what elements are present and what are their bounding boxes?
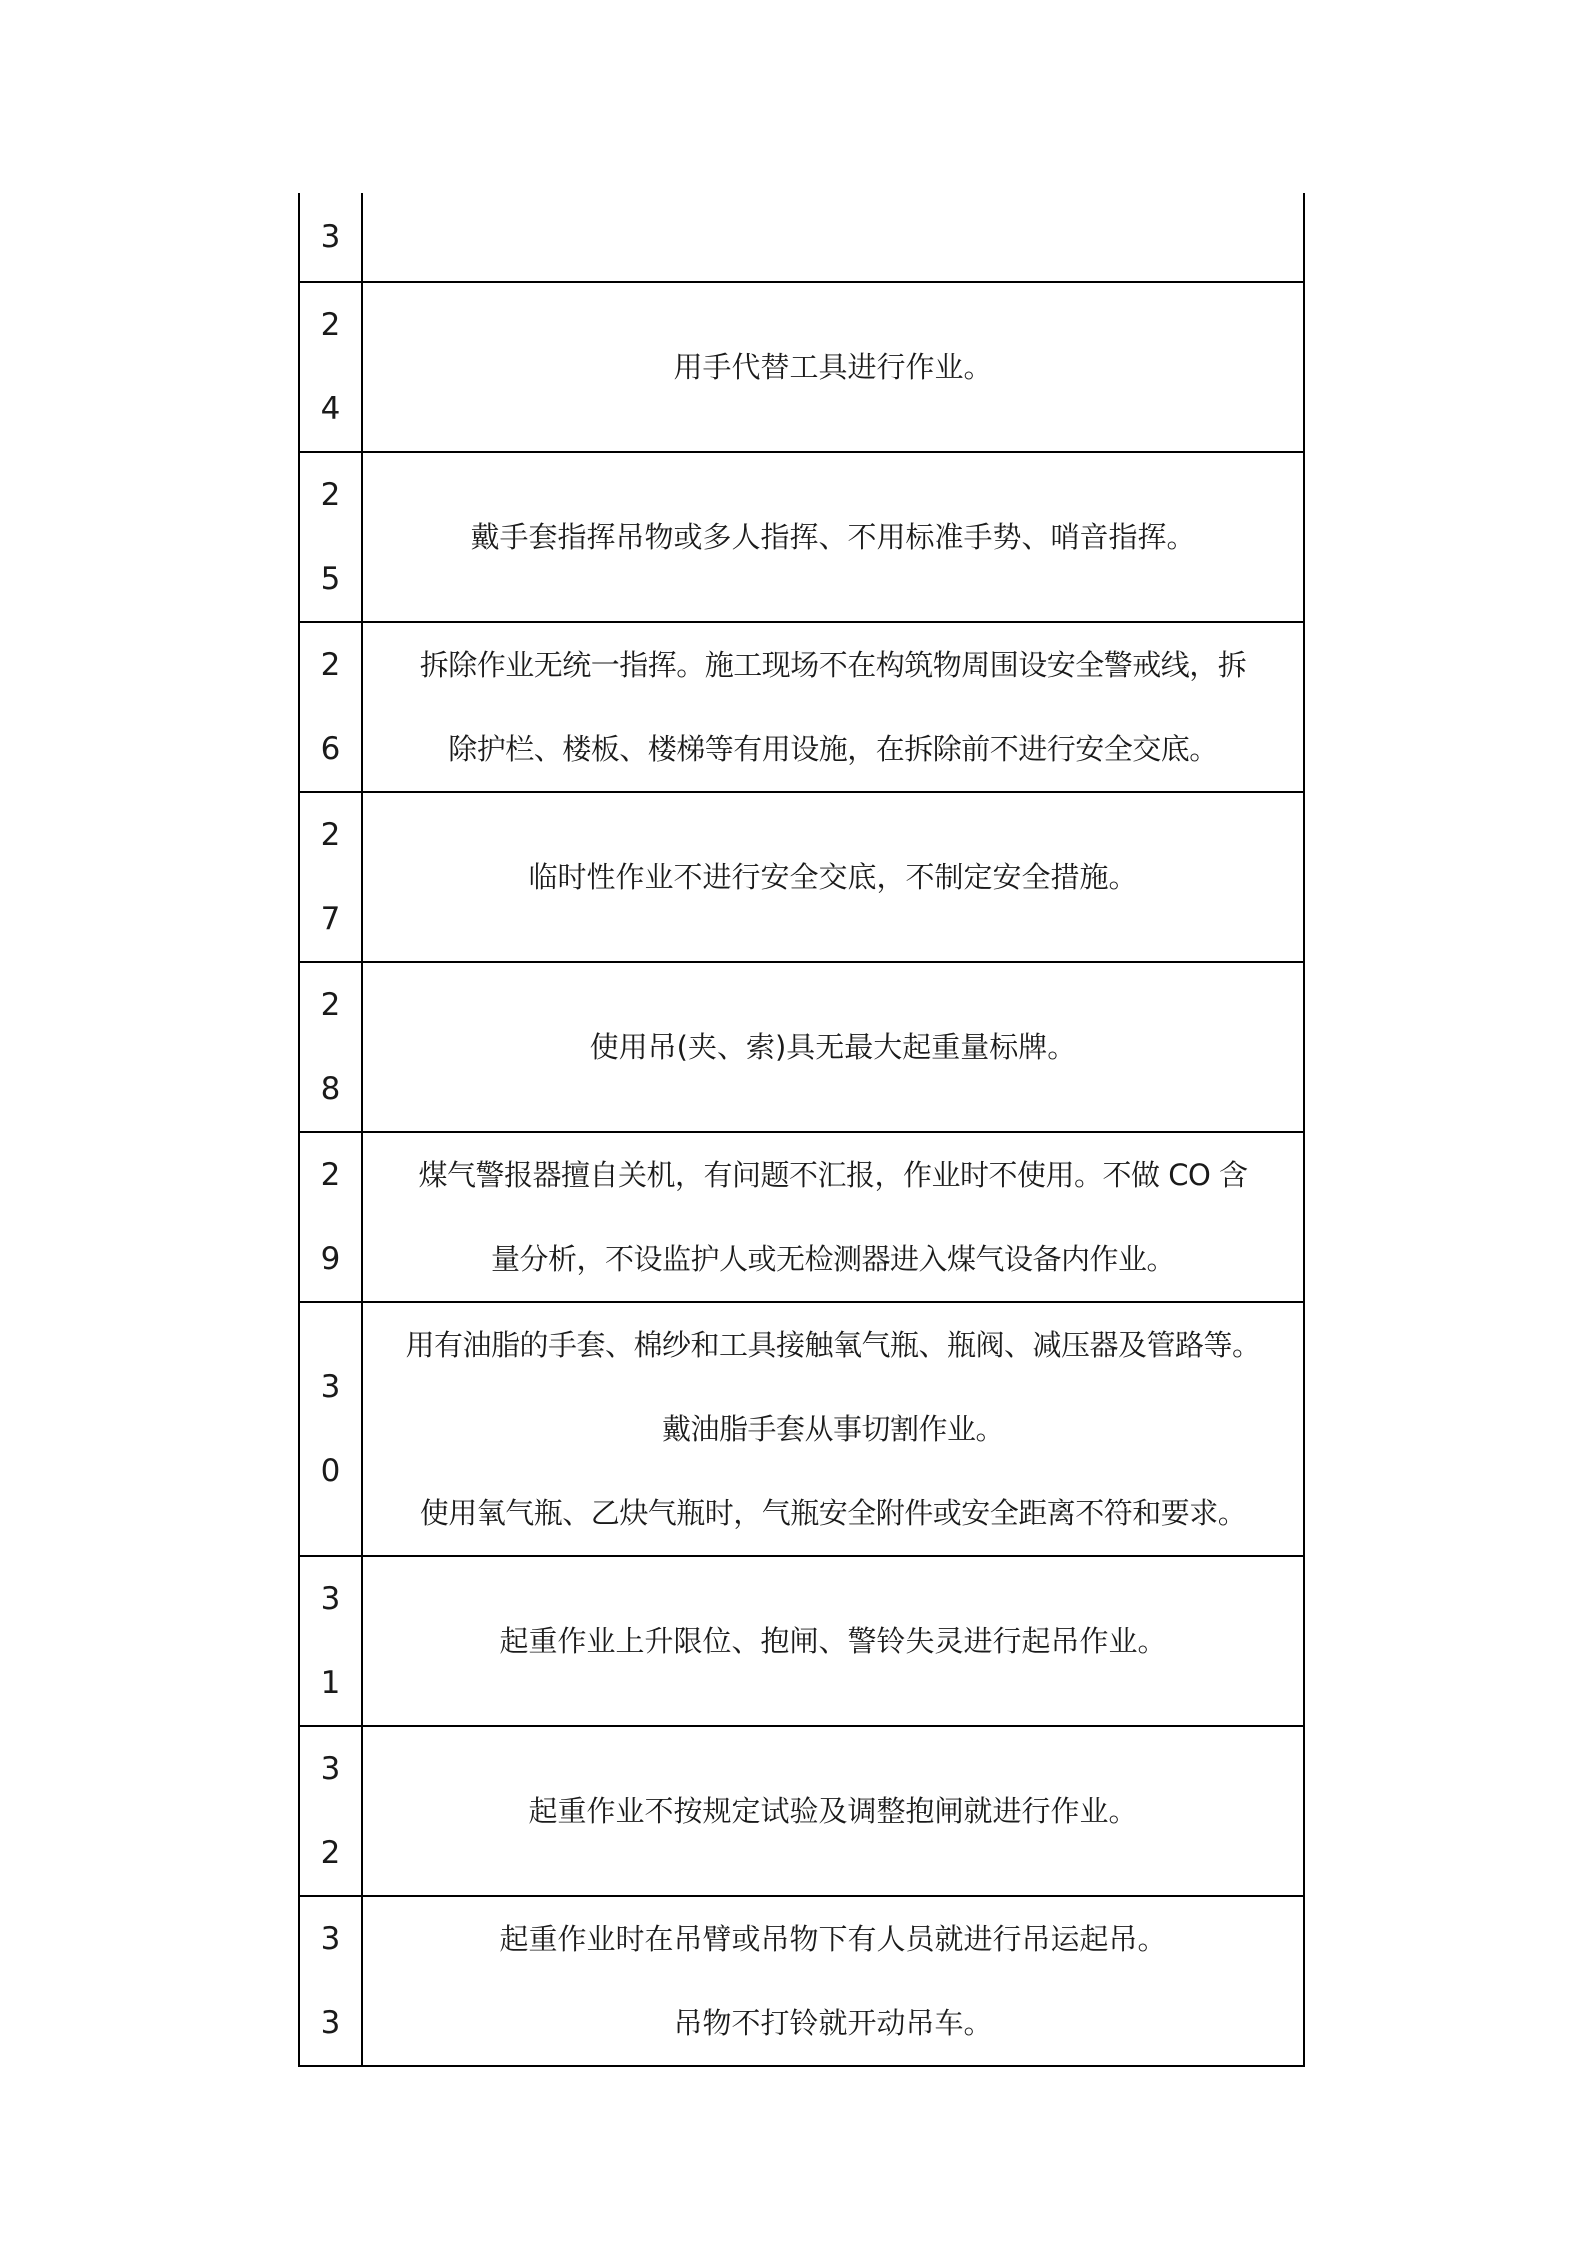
row-text: 起重作业上升限位、抱闸、警铃失灵进行起吊作业。: [362, 1556, 1304, 1726]
row-number: 3 3: [299, 1896, 362, 2066]
row-number: 2 8: [299, 962, 362, 1132]
table-row: [299, 962, 1304, 1132]
row-number: 2 7: [299, 792, 362, 962]
table-row: [299, 452, 1304, 622]
row-number: 2 5: [299, 452, 362, 622]
row-number: 3 0: [299, 1302, 362, 1556]
table-row: [299, 282, 1304, 452]
row-text: 使用吊(夹、索)具无最大起重量标牌。: [362, 962, 1304, 1132]
table-row: [299, 622, 1304, 792]
row-text: [362, 193, 1304, 282]
row-number: 3 2: [299, 1726, 362, 1896]
row-text: 起重作业不按规定试验及调整抱闸就进行作业。: [362, 1726, 1304, 1896]
table-row: [299, 1896, 1304, 2066]
row-number: 2 4: [299, 282, 362, 452]
row-text: 煤气警报器擅自关机，有问题不汇报，作业时不使用。不做 CO 含 量分析，不设监护人或无检测器进入煤气设备内作业。: [362, 1132, 1304, 1302]
row-number: 2 9: [299, 1132, 362, 1302]
row-number: 3 1: [299, 1556, 362, 1726]
safety-violation-table: [298, 193, 1305, 2067]
table-row: [299, 1302, 1304, 1556]
row-text: 起重作业时在吊臂或吊物下有人员就进行吊运起吊。 吊物不打铃就开动吊车。: [362, 1896, 1304, 2066]
row-text: 用手代替工具进行作业。: [362, 282, 1304, 452]
document-page: [298, 193, 1303, 2067]
row-text: 用有油脂的手套、棉纱和工具接触氧气瓶、瓶阀、减压器及管路等。 戴油脂手套从事切割作业。 使用氧气瓶、乙炔气瓶时，气瓶安全附件或安全距离不符和要求。: [362, 1302, 1304, 1556]
table-row: [299, 1132, 1304, 1302]
table-row: [299, 1726, 1304, 1896]
row-number: 2 6: [299, 622, 362, 792]
table-row: [299, 193, 1304, 282]
table-row: [299, 792, 1304, 962]
row-text: 拆除作业无统一指挥。施工现场不在构筑物周围设安全警戒线，拆 除护栏、楼板、楼梯等有用设施，在拆除前不进行安全交底。: [362, 622, 1304, 792]
row-text: 戴手套指挥吊物或多人指挥、不用标准手势、哨音指挥。: [362, 452, 1304, 622]
row-text: 临时性作业不进行安全交底，不制定安全措施。: [362, 792, 1304, 962]
table-row: [299, 1556, 1304, 1726]
row-number: 3: [299, 193, 362, 282]
